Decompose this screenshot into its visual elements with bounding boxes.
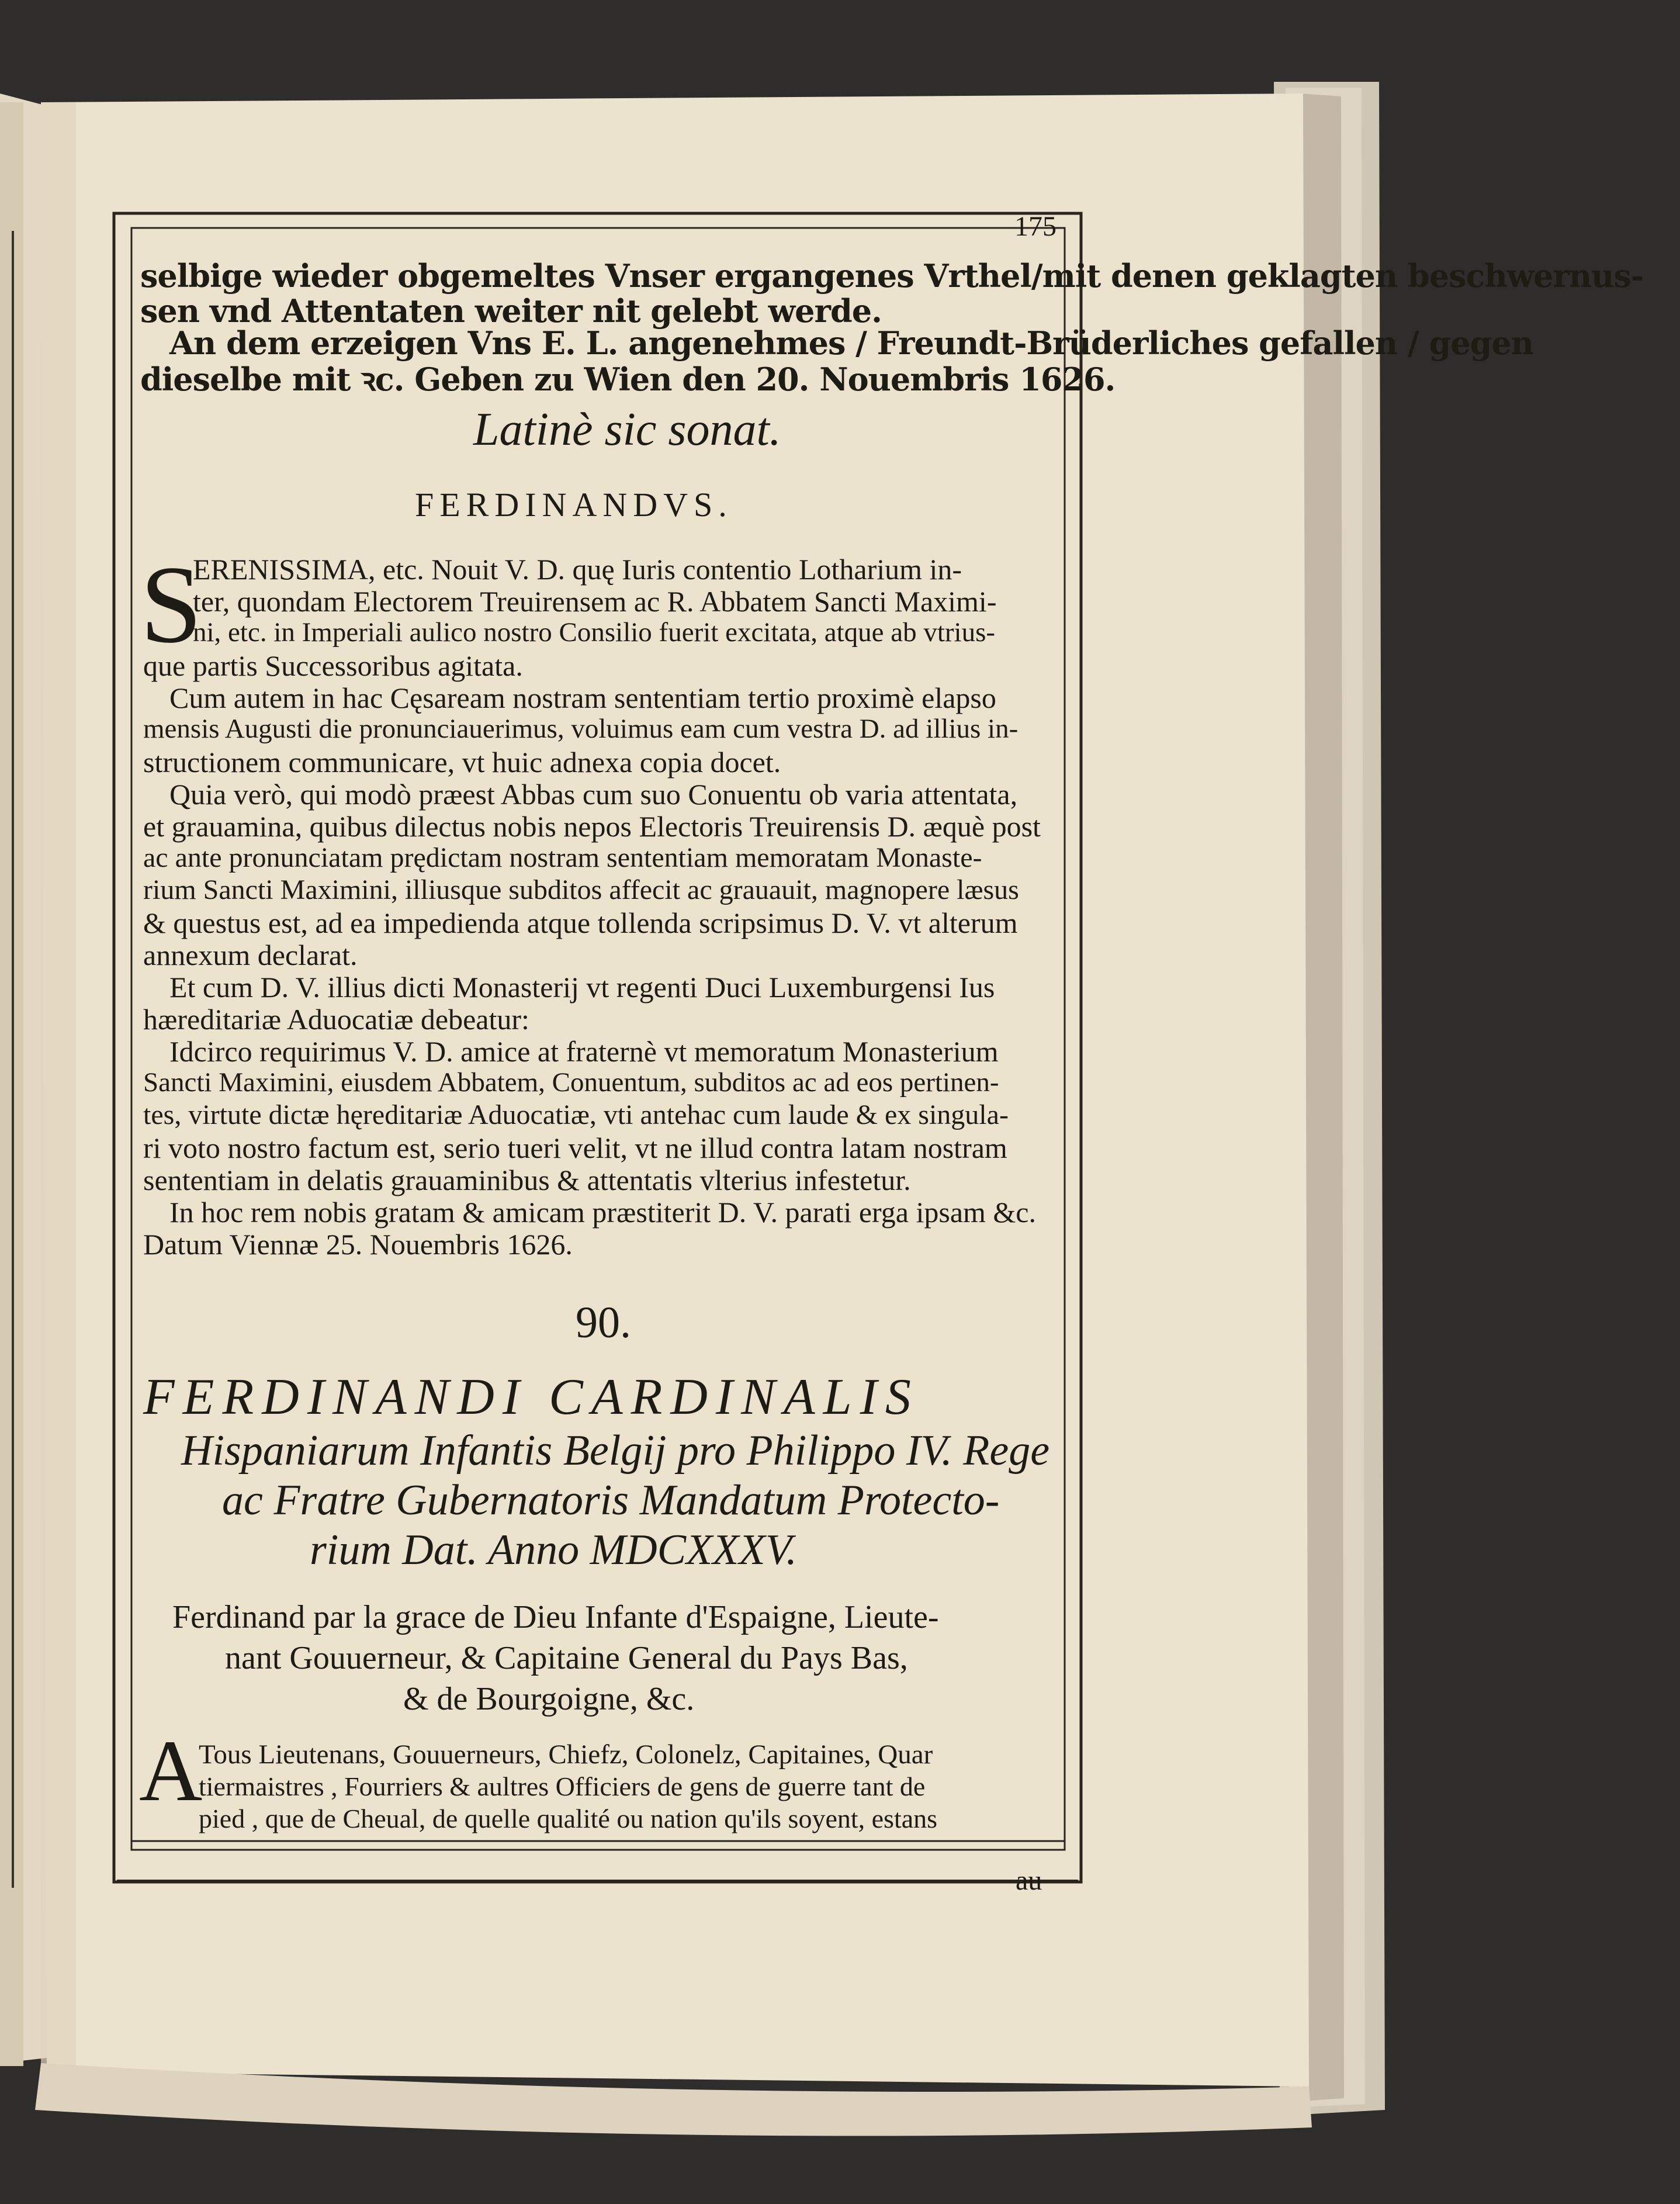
section-number: 90.	[576, 1298, 631, 1347]
ferdinandus-heading: FERDINANDVS.	[415, 486, 733, 524]
latin-line-6: mensis Augusti die pronunciauerimus, voluimus eam cum vestra D. ad illius in-	[143, 714, 1019, 744]
latin-line-8: Quia verò, qui modò præest Abbas cum suo Conuentu ob varia attentata,	[169, 778, 1018, 811]
latin-line-12: & questus est, ad ea impedienda atque tollenda scripsimus D. V. vt alterum	[143, 906, 1018, 939]
latin-line-20: sententiam in delatis grauaminibus & attentatis vlterius infestetur.	[143, 1164, 911, 1196]
french-drop-initial: A	[139, 1722, 203, 1819]
german-line-2: sen vnd Attentaten weiter nit gelebt werde.	[140, 292, 882, 330]
latin-line-9: et grauamina, quibus dilectus nobis nepos Electoris Treuirensis D. æquè post	[143, 810, 1041, 843]
latin-heading: Latinè sic sonat.	[473, 404, 781, 455]
latin-line-7: structionem communicare, vt huic adnexa copia docet.	[143, 746, 781, 779]
latin-line-13: annexum declarat.	[143, 939, 358, 971]
french-line-1: Tous Lieutenans, Gouuerneurs, Chiefz, Colonelz, Capitaines, Quar	[199, 1739, 933, 1770]
latin-line-21: In hoc rem nobis gratam & amicam præstiterit D. V. parati erga ipsam &c.	[169, 1196, 1036, 1229]
latin-line-5: Cum autem in hac Cęsaream nostram sententiam tertio proximè elapso	[169, 681, 996, 714]
french-header-line-2: nant Gouuerneur, & Capitaine General du Pays Bas,	[225, 1640, 908, 1676]
german-line-1: selbige wieder obgemeltes Vnser ergangenes Vrthel/mit denen geklagten beschwernus-	[140, 257, 1644, 295]
title-line-2: Hispaniarum Infantis Belgij pro Philippo IV. Rege	[181, 1427, 1050, 1475]
catchword: au	[1016, 1865, 1042, 1896]
latin-line-22: Datum Viennæ 25. Nouembris 1626.	[143, 1228, 573, 1261]
gutter-shadow	[41, 102, 76, 2072]
french-header-line-3: & de Bourgoigne, &c.	[403, 1681, 695, 1717]
latin-line-2: ter, quondam Electorem Treuirensem ac R. Abbatem Sancti Maximi-	[193, 585, 997, 618]
latin-line-15: hæreditariæ Aduocatiæ debeatur:	[143, 1003, 529, 1036]
latin-line-11: rium Sancti Maximini, illiusque subditos affecit ac grauauit, magnopere læsus	[143, 874, 1019, 905]
latin-line-14: Et cum D. V. illius dicti Monasterij vt regenti Duci Luxemburgensi Ius	[169, 971, 995, 1004]
latin-line-18: tes, virtute dictæ hęreditariæ Aduocatiæ, vti antehac cum laude & ex singula-	[143, 1099, 1009, 1130]
german-line-3: An dem erzeigen Vns E. L. angenehmes / Freundt-Brüderliches gefallen / gegen	[169, 324, 1533, 362]
latin-line-4: que partis Successoribus agitata.	[143, 649, 523, 682]
german-line-4: dieselbe mit ꝛc. Geben zu Wien den 20. Nouembris 1626.	[140, 361, 1116, 398]
latin-line-17: Sancti Maximini, eiusdem Abbatem, Conuentum, subditos ac ad eos pertinen-	[143, 1067, 999, 1098]
latin-line-16: Idcirco requirimus V. D. amice at fraternè vt memoratum Monasterium	[169, 1035, 999, 1068]
page-number: 175	[1014, 211, 1057, 242]
latin-line-10: ac ante pronunciatam prędictam nostram sententiam memoratam Monaste-	[143, 842, 982, 873]
french-line-3: pied , que de Cheual, de quelle qualité ou nation qu'ils soyent, estans	[199, 1804, 938, 1833]
french-line-2: tiermaistres , Fourriers & aultres Officiers de gens de guerre tant de	[199, 1771, 926, 1801]
latin-line-19: ri voto nostro factum est, serio tueri velit, vt ne illud contra latam nostram	[143, 1132, 1007, 1164]
title-line-3: ac Fratre Gubernatoris Mandatum Protecto-	[222, 1476, 1000, 1524]
title-line-4: rium Dat. Anno MDCXXXV.	[310, 1526, 797, 1574]
french-header-line-1: Ferdinand par la grace de Dieu Infante d'Espaigne, Lieute-	[172, 1599, 939, 1635]
latin-line-1: ERENISSIMA, etc. Nouit V. D. quę Iuris contentio Lotharium in-	[193, 553, 962, 586]
latin-line-3: ni, etc. in Imperiali aulico nostro Consilio fuerit excitata, atque ab vtrius-	[193, 617, 996, 648]
title-line-1: FERDINANDI CARDINALIS	[143, 1369, 919, 1425]
latin-drop-initial: S	[140, 544, 202, 666]
